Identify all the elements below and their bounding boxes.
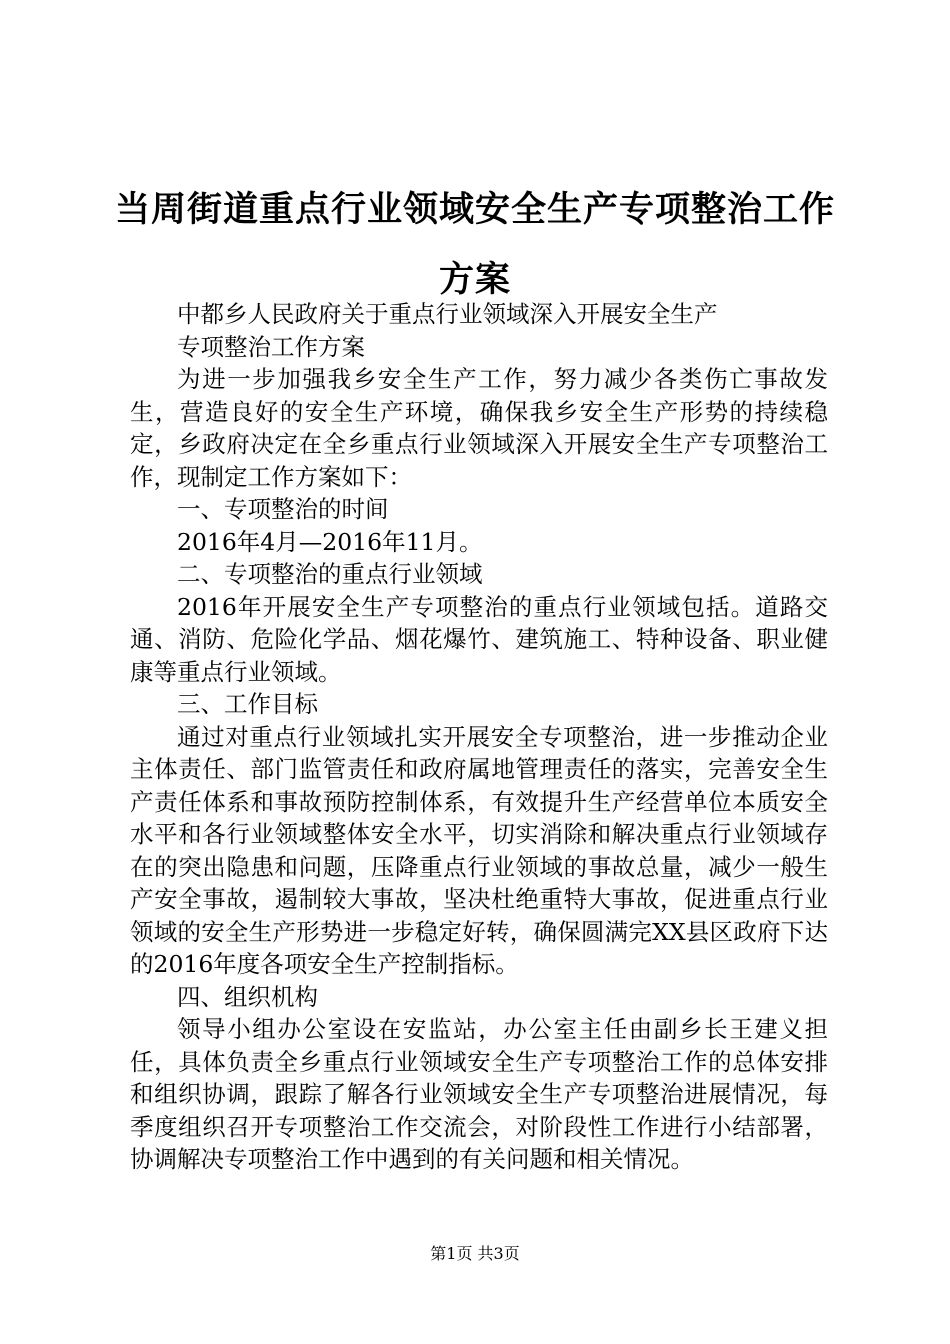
- paragraph-time: 2016年4月—2016年11月。: [177, 527, 483, 556]
- paragraph-organization: 领导小组办公室设在安监站，办公室主任由副乡长王建义担任，具体负责全乡重点行业领域安全生产专项整治工作的总体安排和组织协调，跟踪了解各行业领域安全生产专项整治进展情况，每季度组织召开专项整治工作交流会，对阶段性工作进行小结部署，协调解决专项整治工作中遇到的有关问题和相关情况。: [130, 1015, 828, 1173]
- document-body: [130, 298, 828, 1176]
- page-footer: 第1页 共3页: [430, 1244, 520, 1263]
- section-heading-time: 一、专项整治的时间: [177, 495, 389, 523]
- section-heading-goals: 三、工作目标: [177, 690, 318, 718]
- section-heading-fields: 二、专项整治的重点行业领域: [177, 560, 483, 588]
- paragraph-subtitle-line1: 中都乡人民政府关于重点行业领域深入开展安全生产: [177, 300, 718, 328]
- section-heading-organization: 四、组织机构: [177, 982, 318, 1011]
- paragraph-goals: 通过对重点行业领域扎实开展安全专项整治，进一步推动企业主体责任、部门监管责任和政府属地管理责任的落实，完善安全生产责任体系和事故预防控制体系，有效提升生产经营单位本质安全水平和各行业领域整体安全水平，切实消除和解决重点行业领域存在的突出隐患和问题，压降重点行业领域的事故总量，减少一般生产安全事故，遏制较大事故，坚决杜绝重特大事故，促进重点行业领域的安全生产形势进一步稳定好转，确保圆满完XX县区政府下达的2016年度各项安全生产控制指标。: [130, 722, 828, 978]
- paragraph-fields: 2016年开展安全生产专项整治的重点行业领域包括。道路交通、消防、危险化学品、烟花爆竹、建筑施工、特种设备、职业健康等重点行业领域。: [130, 592, 828, 686]
- paragraph-subtitle-line2: 专项整治工作方案: [177, 332, 365, 361]
- paragraph-intro: 为进一步加强我乡安全生产工作，努力减少各类伤亡事故发生，营造良好的安全生产环境，确保我乡安全生产形势的持续稳定，乡政府决定在全乡重点行业领域深入开展安全生产专项整治工作，现制定工作方案如下：: [130, 365, 828, 491]
- document-title: 当周街道重点行业领域安全生产专项整治工作方案: [114, 190, 835, 300]
